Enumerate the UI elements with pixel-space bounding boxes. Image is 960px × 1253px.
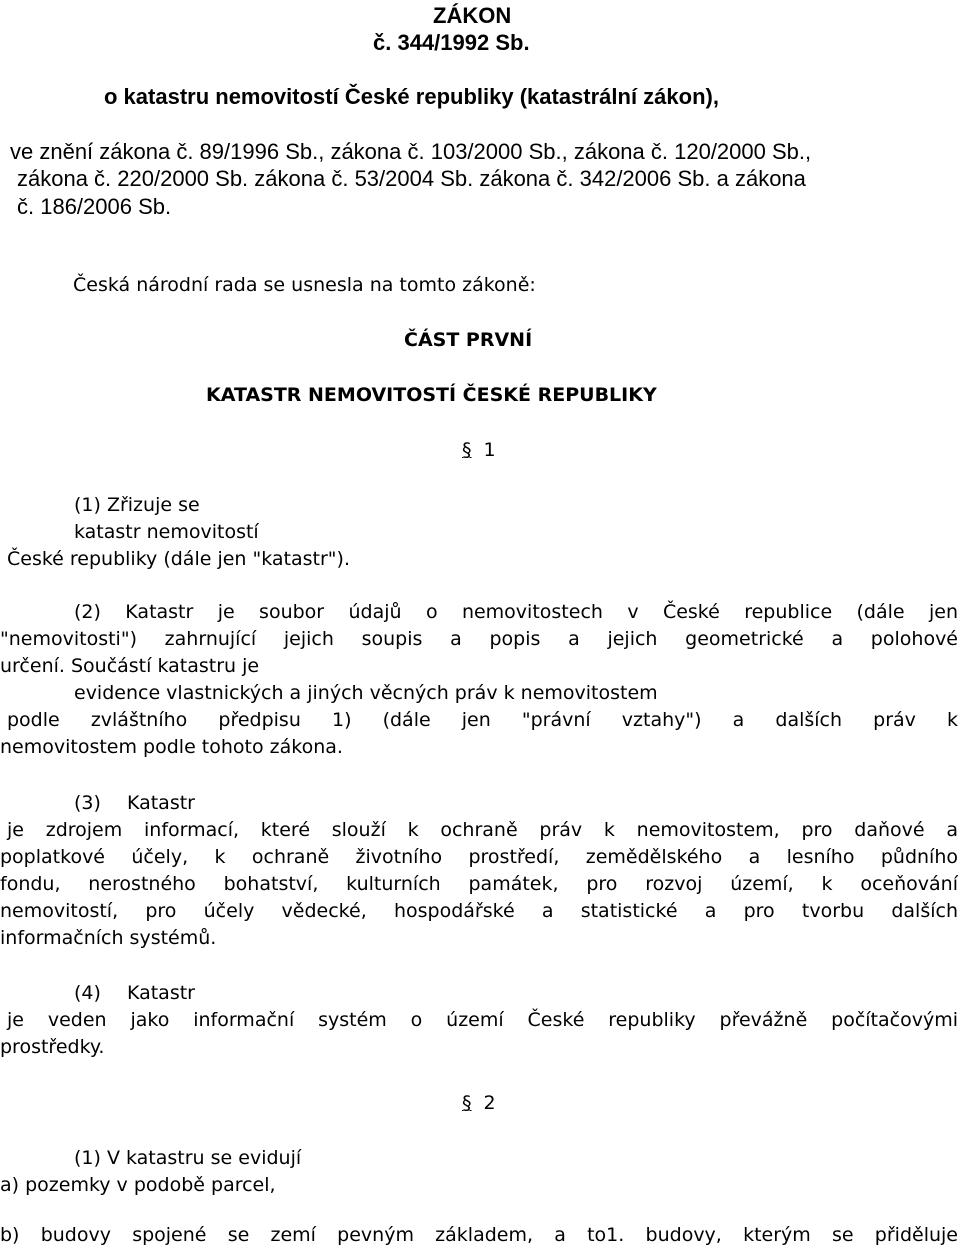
s2-p1-line-1: (1) V katastru se evidují	[74, 1147, 302, 1169]
s1-paragraph-2	[0, 599, 958, 761]
part-title: KATASTR NEMOVITOSTÍ ČESKÉ REPUBLIKY	[206, 384, 657, 406]
s1-p3-line-6: informačních systémů.	[0, 927, 217, 949]
preamble: Česká národní rada se usnesla na tomto zákoně:	[73, 274, 536, 296]
s2-item-a: a) pozemky v podobě parcel,	[0, 1174, 276, 1196]
s1-p4-line-3: prostředky.	[0, 1036, 105, 1058]
section-symbol: §	[462, 1092, 472, 1114]
s1-p2-line-3: určení. Součástí katastru je	[0, 655, 260, 677]
s1-p3-line-2: je zdrojem informací, které slouží k ochraně práv k nemovitostem, pro daňové a	[7, 819, 958, 841]
s1-p1-line-1: (1) Zřizuje se	[74, 494, 200, 516]
s1-p4-line-2: je veden jako informační systém o území České republiky převážně počítačovými	[7, 1009, 958, 1031]
s1-p2-line-4: evidence vlastnických a jiných věcných práv k nemovitostem	[74, 682, 658, 704]
amendments-line-3: č. 186/2006 Sb.	[17, 194, 172, 219]
law-subject: o katastru nemovitostí České republiky (katastrální zákon),	[104, 84, 719, 109]
s1-paragraph-3	[0, 817, 958, 952]
part-label: ČÁST PRVNÍ	[404, 329, 533, 351]
s1-p4-line-1: (4) Katastr	[74, 982, 195, 1004]
s1-p3-line-1: (3) Katastr	[74, 792, 195, 814]
s1-p1-line-3: České republiky (dále jen "katastr").	[7, 548, 350, 570]
s2-item-b-block	[0, 1222, 958, 1249]
s1-p2-line-6: nemovitostem podle tohoto zákona.	[0, 736, 343, 758]
s1-p3-line-4: fondu, nerostného bohatství, kulturních památek, pro rozvoj území, k oceňování	[0, 873, 958, 895]
amendments-line-2: zákona č. 220/2000 Sb. zákona č. 53/2004 Sb. zákona č. 342/2006 Sb. a zákona	[17, 166, 806, 191]
amendments-line-1: ve znění zákona č. 89/1996 Sb., zákona č. 103/2000 Sb., zákona č. 120/2000 Sb.,	[10, 139, 812, 164]
s2-item-b: b) budovy spojené se zemí pevným základem, a to1. budovy, kterým se přiděluje	[0, 1224, 958, 1246]
s1-p3-line-5: nemovitostí, pro účely vědecké, hospodářské a statistické a pro tvorbu dalších	[0, 900, 958, 922]
law-title: ZÁKON	[433, 3, 512, 28]
section-number: 2	[483, 1092, 496, 1114]
s1-p1-line-2: katastr nemovitostí	[74, 521, 259, 543]
section-number: 1	[483, 439, 496, 461]
section-symbol: §	[462, 439, 472, 461]
s1-p2-line-1: (2) Katastr je soubor údajů o nemovitostech v České republice (dále jen	[74, 601, 958, 623]
s1-p2-line-2: "nemovitosti") zahrnující jejich soupis a popis a jejich geometrické a polohové	[0, 628, 958, 650]
law-number: č. 344/1992 Sb.	[373, 30, 530, 55]
section-1-heading	[462, 437, 496, 464]
s1-paragraph-4	[0, 1007, 958, 1061]
s1-p3-line-3: poplatkové účely, k ochraně životního prostředí, zemědělského a lesního půdního	[0, 846, 958, 868]
s1-p2-line-5: podle zvláštního předpisu 1) (dále jen "právní vztahy") a dalších práv k	[7, 709, 958, 731]
section-2-heading	[462, 1090, 496, 1117]
